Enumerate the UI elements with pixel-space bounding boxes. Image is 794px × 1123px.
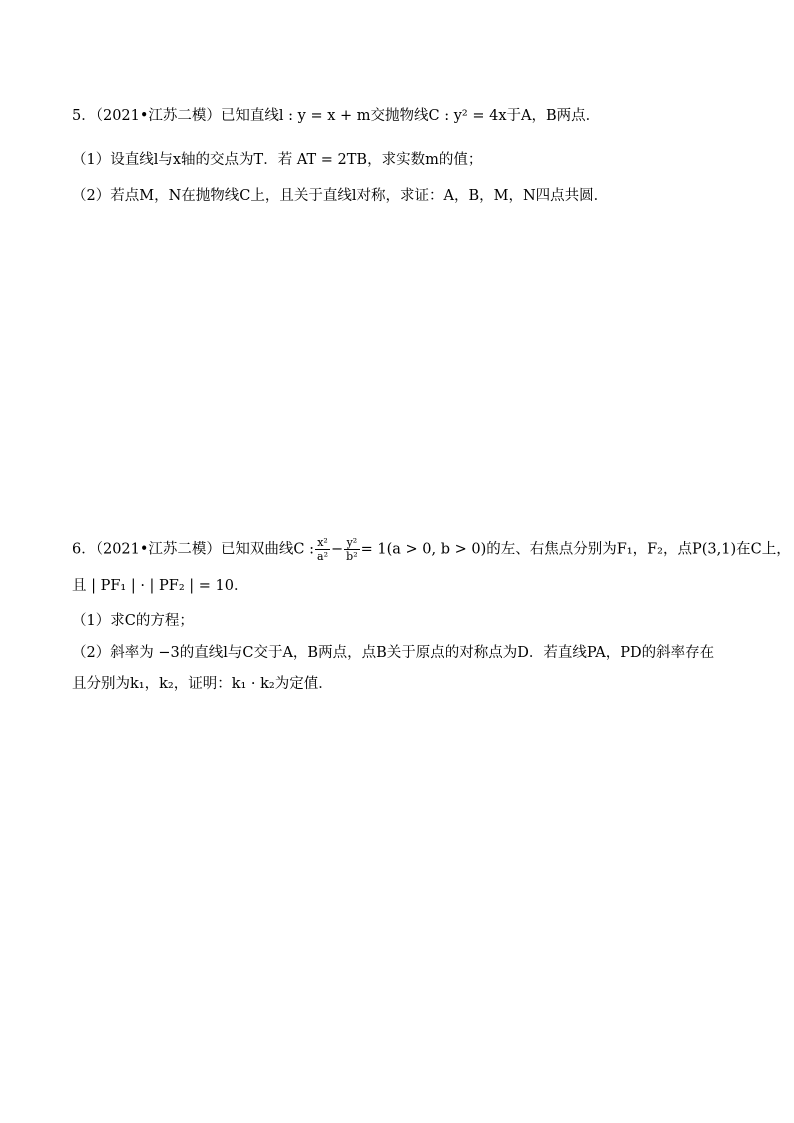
problem-5-intro: 5．（2021•江苏二模）已知直线l : y = x + m交抛物线C : y² = 4x于A，B两点．: [72, 108, 601, 124]
fraction-denominator: b²: [346, 550, 358, 563]
minus-sign: −: [331, 541, 344, 558]
problem-6-intro: [72, 536, 791, 563]
problem-5-part-1: （1）设直线l与x轴的交点为T．若 AT = 2TB，求实数m的值；: [72, 152, 483, 168]
problem-6-part-2-line-1: （2）斜率为 −3的直线l与C交于A，B两点，点B关于原点的对称点为D．若直线PA，PD的斜率存在: [72, 645, 715, 661]
problem-6-intro-continued: 且 | PF₁ | · | PF₂ | = 10．: [72, 578, 249, 594]
problem-6-part-1: （1）求C的方程；: [72, 613, 194, 629]
problem-6-intro-prefix: 6．（2021•江苏二模）已知双曲线C :: [72, 541, 315, 558]
fraction-numerator: y²: [344, 536, 359, 550]
problem-6-part-2-line-2: 且分别为k₁，k₂，证明：k₁ · k₂为定值．: [72, 676, 333, 692]
fraction-numerator: x²: [315, 536, 330, 550]
problem-6-intro-suffix: = 1(a > 0, b > 0)的左、右焦点分别为F₁，F₂，点P(3,1)在C上，: [360, 541, 791, 558]
fraction-denominator: a²: [317, 550, 328, 563]
fraction-y-squared-over-b-squared: [344, 536, 359, 563]
fraction-x-squared-over-a-squared: [315, 536, 330, 563]
problem-5-part-2: （2）若点M，N在抛物线C上，且关于直线l对称，求证：A，B，M，N四点共圆．: [72, 188, 609, 204]
